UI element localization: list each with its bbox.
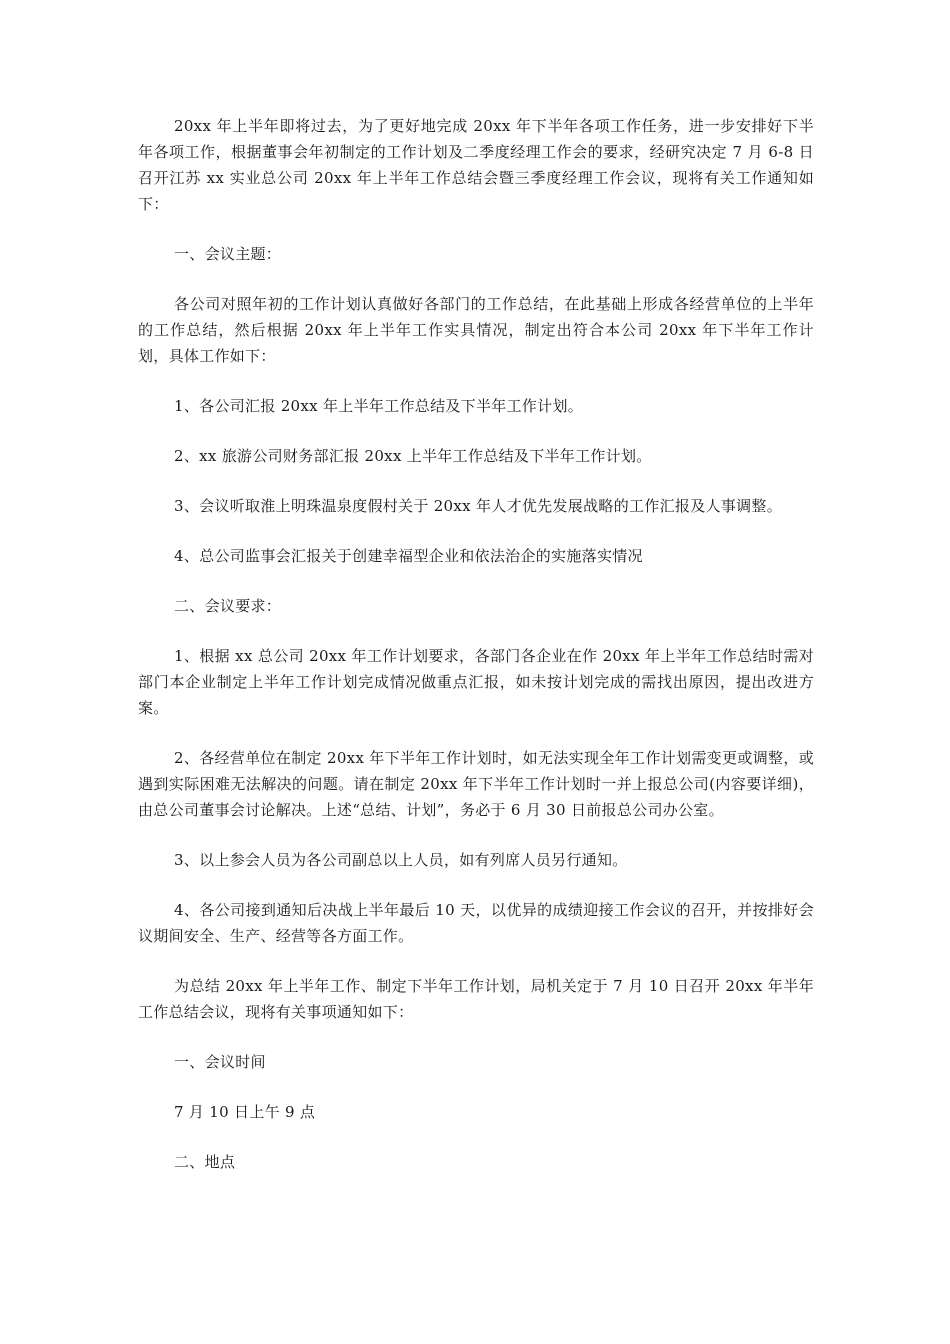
- meeting-time-value: 7 月 10 日上午 9 点: [174, 1103, 316, 1121]
- paragraph-second-notice: 为总结 20xx 年上半年工作、制定下半年工作计划，局机关定于 7 月 10 日召开 20xx 年半年工作总结会议，现将有关事项通知如下：: [138, 977, 814, 1021]
- paragraph-intro: 20xx 年上半年即将过去，为了更好地完成 20xx 年下半年各项工作任务，进一步安排好下半年各项工作，根据董事会年初制定的工作计划及二季度经理工作会的要求，经研究决定 7 月 6-8 日召开江苏 xx 实业总公司 20xx 年上半年工作总结会暨三季度经理工作会议，现将有关工作通知如下：: [138, 117, 814, 213]
- paragraph-theme-body: 各公司对照年初的工作计划认真做好各部门的工作总结，在此基础上形成各经营单位的上半年的工作总结，然后根据 20xx 年上半年工作实具情况，制定出符合本公司 20xx 年下半年工作计划，具体工作如下：: [138, 295, 814, 365]
- list-item-requirement-4: 4、各公司接到通知后决战上半年最后 10 天，以优异的成绩迎接工作会议的召开，并按排好会议期间安全、生产、经营等各方面工作。: [138, 901, 814, 945]
- list-item-requirement-1: 1、根据 xx 总公司 20xx 年工作计划要求，各部门各企业在作 20xx 年上半年工作总结时需对部门本企业制定上半年工作计划完成情况做重点汇报，如未按计划完成的需找出原因，提出改进方案。: [138, 647, 814, 717]
- document-body: [138, 113, 814, 1199]
- list-item-requirement-3: 3、以上参会人员为各公司副总以上人员，如有列席人员另行通知。: [174, 851, 628, 869]
- heading-meeting-theme: 一、会议主题：: [174, 245, 282, 263]
- list-item-theme-4: 4、总公司监事会汇报关于创建幸福型企业和依法治企的实施落实情况: [174, 547, 643, 565]
- heading-meeting-requirements: 二、会议要求：: [174, 597, 282, 615]
- list-item-requirement-2: 2、各经营单位在制定 20xx 年下半年工作计划时，如无法实现全年工作计划需变更或调整，或遇到实际困难无法解决的问题。请在制定 20xx 年下半年工作计划时一并上报总公司(内容要详细)，由总公司董事会讨论解决。上述“总结、计划”，务必于 6 月 30 日前报总公司办公室。: [138, 749, 814, 819]
- heading-meeting-time: 一、会议时间: [174, 1053, 266, 1071]
- list-item-theme-3: 3、会议听取淮上明珠温泉度假村关于 20xx 年人才优先发展战略的工作汇报及人事调整。: [174, 497, 782, 515]
- list-item-theme-2: 2、xx 旅游公司财务部汇报 20xx 上半年工作总结及下半年工作计划。: [174, 447, 652, 465]
- list-item-theme-1: 1、各公司汇报 20xx 年上半年工作总结及下半年工作计划。: [174, 397, 584, 415]
- heading-location: 二、地点: [174, 1153, 236, 1171]
